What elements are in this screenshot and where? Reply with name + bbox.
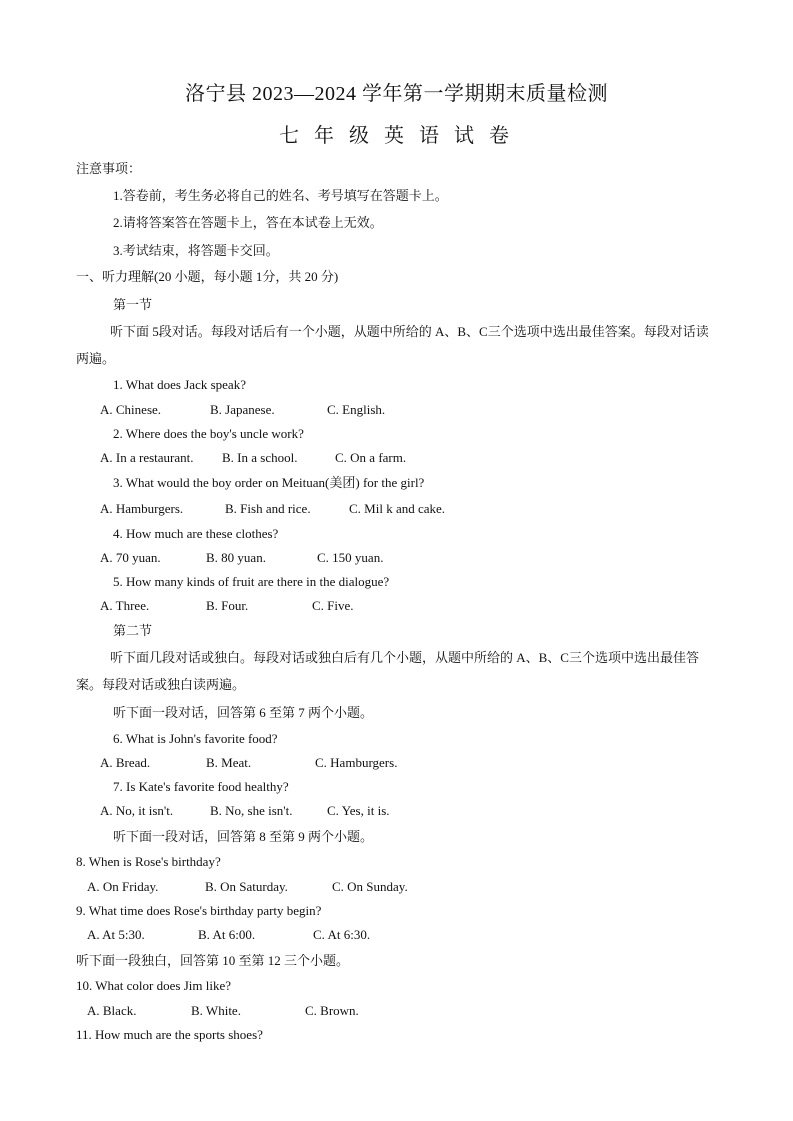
option-c: C. Brown. (305, 1003, 359, 1018)
part-label: 第二节 (113, 623, 153, 638)
question-text: 2. Where does the boy's uncle work? (113, 426, 304, 441)
option-a: A. Three. (100, 598, 150, 613)
option-c: C. 150 yuan. (317, 550, 384, 565)
subsection-instruction: 听下面一段独白，回答第 10 至第 12 三个小题。 (76, 953, 350, 968)
exam-subtitle: 七 年 级 英 语 试 卷 (279, 125, 514, 147)
notice-item: 1.答卷前，考生务必将自己的姓名、考号填写在答题卡上。 (113, 188, 448, 203)
option-c: C. Yes, it is. (327, 803, 390, 818)
subsection-instruction: 听下面一段对话，回答第 8 至第 9 两个小题。 (113, 829, 374, 844)
option-a: A. Chinese. (100, 402, 162, 417)
part-instruction (76, 318, 721, 372)
option-a: A. 70 yuan. (100, 550, 161, 565)
option-a: A. Hamburgers. (100, 501, 184, 516)
question-text: 3. What would the boy order on Meituan(美团) for the girl? (113, 475, 425, 490)
question-text: 7. Is Kate's favorite food healthy? (113, 779, 289, 794)
option-b: B. At 6:00. (198, 927, 256, 942)
option-b: B. 80 yuan. (206, 550, 266, 565)
option-c: C. Hamburgers. (315, 755, 398, 770)
option-c: C. On Sunday. (332, 879, 408, 894)
notice-item: 3.考试结束，将答题卡交回。 (113, 243, 279, 258)
question-text: 8. When is Rose's birthday? (76, 854, 221, 869)
option-b: B. Four. (206, 598, 249, 613)
option-b: B. Japanese. (210, 402, 275, 417)
option-c: C. English. (327, 402, 386, 417)
option-b: B. In a school. (222, 450, 298, 465)
option-a: A. At 5:30. (87, 927, 145, 942)
exam-title: 洛宁县 2023—2024 学年第一学期期末质量检测 (185, 83, 608, 105)
part-instruction (76, 644, 721, 698)
option-c: C. On a farm. (335, 450, 407, 465)
question-text: 6. What is John's favorite food? (113, 731, 278, 746)
part-label: 第一节 (113, 297, 153, 312)
subsection-instruction: 听下面一段对话，回答第 6 至第 7 两个小题。 (113, 705, 374, 720)
section-heading: 一、听力理解(20 小题，每小题 1分，共 20 分) (76, 269, 339, 284)
option-b: B. Fish and rice. (225, 501, 311, 516)
option-c: C. At 6:30. (313, 927, 371, 942)
notice-heading: 注意事项： (76, 161, 142, 176)
option-a: A. Bread. (100, 755, 151, 770)
option-b: B. White. (191, 1003, 241, 1018)
option-a: A. Black. (87, 1003, 137, 1018)
question-text: 4. How much are these clothes? (113, 526, 279, 541)
option-b: B. No, she isn't. (210, 803, 293, 818)
option-a: A. No, it isn't. (100, 803, 174, 818)
question-text: 5. How many kinds of fruit are there in the dialogue? (113, 574, 390, 589)
question-text: 9. What time does Rose's birthday party begin? (76, 903, 322, 918)
question-text: 1. What does Jack speak? (113, 377, 246, 392)
part-instruction-text: 听下面 5段对话。每段对话后有一个小题，从题中所给的 A、B、C三个选项中选出最佳答案。每段对话读两遍。 (76, 324, 709, 366)
notice-item: 2.请将答案答在答题卡上，答在本试卷上无效。 (113, 215, 383, 230)
question-text: 11. How much are the sports shoes? (76, 1027, 263, 1042)
option-c: C. Mil k and cake. (349, 501, 446, 516)
option-a: A. On Friday. (87, 879, 159, 894)
question-text: 10. What color does Jim like? (76, 978, 232, 993)
option-b: B. On Saturday. (205, 879, 288, 894)
option-b: B. Meat. (206, 755, 252, 770)
part-instruction-text: 听下面几段对话或独白。每段对话或独白后有几个小题，从题中所给的 A、B、C三个选项中选出最佳答案。每段对话或独白读两遍。 (76, 650, 699, 692)
option-a: A. In a restaurant. (100, 450, 194, 465)
option-c: C. Five. (312, 598, 354, 613)
